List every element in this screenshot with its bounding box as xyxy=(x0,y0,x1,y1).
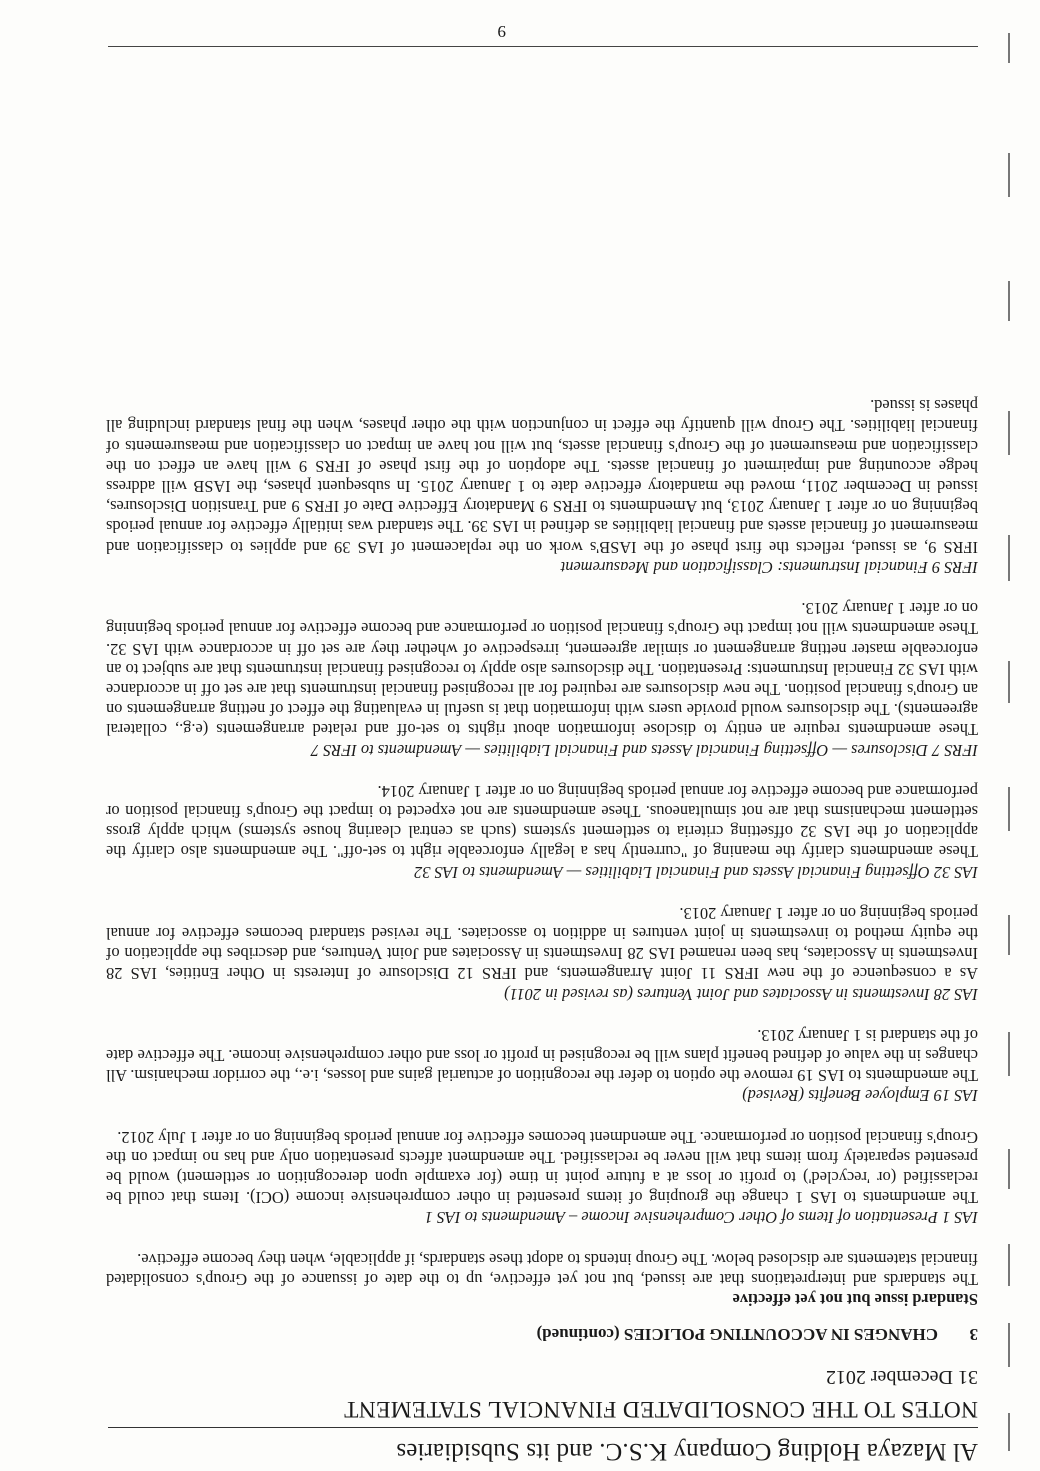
paragraph-ias-19: The amendments to IAS 19 remove the option to defer the recognition of actuarial gains and losses, i.e., the corridor mechanism. All changes in the value of defined benefit plans will be recognised in profit or loss and other comprehensive income. The effective date of the standard is 1 January 2013. xyxy=(106,1025,978,1086)
section-heading xyxy=(537,1324,978,1344)
subheading-ias-28: IAS 28 Investments in Associates and Joint Ventures (as revised in 2011) xyxy=(504,984,978,1004)
company-name: Al Mazaya Holding Company K.S.C. and its Subsidiaries xyxy=(396,1438,978,1465)
subheading-ias-19: IAS 19 Employee Benefits (Revised) xyxy=(742,1086,978,1106)
subheading-ifrs-7: IFRS 7 Disclosures — Offsetting Financial Assets and Financial Liabilities — Amendments to IFRS 7 xyxy=(310,740,978,760)
paragraph-ifrs-9: IFRS 9, as issued, reflects the first phase of the IASB's work on the replacement of IAS 39 and applies to classification and measurement of financial assets and financial liabilities as defined in IAS 39. The standard was initially effective for annual periods beginning on or after 1 January 2013, but Amendments to IFRS 9 Mandatory Effective Date of IFRS 9 and Transition Disclosures, issued in December 2011, moved the mandatory effective date to 1 January 2015. In subsequent phases, the IASB will address hedge accounting and impairment of financial assets. The adoption of the first phase of IFRS 9 will have an effect on the classification and measurement of the Group's financial assets, but will not have an impact on classification and measurements of financial liabilities. The Group will quantify the effect in conjunction with the other phases, when the final standard including all phases is issued. xyxy=(106,396,978,557)
document-title: NOTES TO THE CONSOLIDATED FINANCIAL STATEMENT xyxy=(343,1396,978,1422)
section-title: CHANGES IN ACCOUNTING POLICIES (continued) xyxy=(536,1325,938,1344)
footer-rule xyxy=(108,46,978,47)
paragraph-ias-32: These amendments clarify the meaning of "currently has a legally enforceable right to set-off". The amendments also clarify the application of the IAS 32 offsetting criteria to settlement systems (such as central clearing house systems) which apply gross settlement mechanisms that are not simultaneous. These amendments are not expected to impact the Group's financial position or performance and become effective for annual periods beginning on or after 1 January 2014. xyxy=(106,781,978,862)
paragraph-ias-28: As a consequence of the new IFRS 11 Joint Arrangements, and IFRS 12 Disclosure of Interests in Other Entities, IAS 28 Investments in Associates, has been renamed IAS 28 Investments in Associates and Joint Ventures, and describes the application of the equity method to investments in joint ventures in addition to associates. The revised standard becomes effective for annual periods beginning on or after 1 January 2013. xyxy=(106,903,978,984)
period-date: 31 December 2012 xyxy=(825,1366,978,1388)
subheading-not-yet-effective: Standard issue but not yet effective xyxy=(732,1290,978,1309)
paragraph-ias-1: The amendments to IAS 1 change the grouping of items presented in other comprehensive income (OCI). Items that could be reclassified (or 'recycled') to profit or loss at a future point in time (for example upon derecognition or settlement) would be presented separately from items that will never be reclassified. The amendment affects presentation only and has no impact on the Group's financial position or performance. The amendment becomes effective for annual periods beginning on or after 1 July 2012. xyxy=(106,1127,978,1208)
section-number: 3 xyxy=(969,1325,978,1344)
subheading-ias-32: IAS 32 Offsetting Financial Assets and Financial Liabilities — Amendments to IAS 32 xyxy=(414,862,978,882)
notes-body xyxy=(106,374,978,1309)
subheading-ias-1: IAS 1 Presentation of Items of Other Comprehensive Income – Amendments to IAS 1 xyxy=(424,1208,978,1228)
paragraph-ifrs-7: These amendments require an entity to disclose information about rights to set-off and related arrangements (e.g., collateral agreements). The disclosures would provide users with information that is useful in evaluating the effect of netting arrangements on an Group's financial position. The new disclosures are required for all recognised financial instruments that are set off in accordance with IAS 32 Financial Instruments: Presentation. The disclosures also apply to recognised financial instruments that are subject to an enforceable master netting arrangement or similar agreement, irrespective of whether they are set off in accordance with IAS 32. These amendments will not impact the Group's financial position or performance and become effective for annual periods beginning on or after 1 January 2013. xyxy=(106,599,978,740)
page-number: 9 xyxy=(497,22,506,41)
header-rule xyxy=(108,1427,978,1428)
scan-edge-marks xyxy=(1002,0,1010,1471)
paragraph-not-yet-effective: The standards and interpretations that are issued, but not yet effective, up to the date of issuance of the Group's consolidated financial statements are disclosed below. The Group intends to adopt these standards, if applicable, when they become effective. xyxy=(106,1249,978,1289)
subheading-ifrs-9: IFRS 9 Financial Instruments: Classification and Measurement xyxy=(560,557,978,577)
